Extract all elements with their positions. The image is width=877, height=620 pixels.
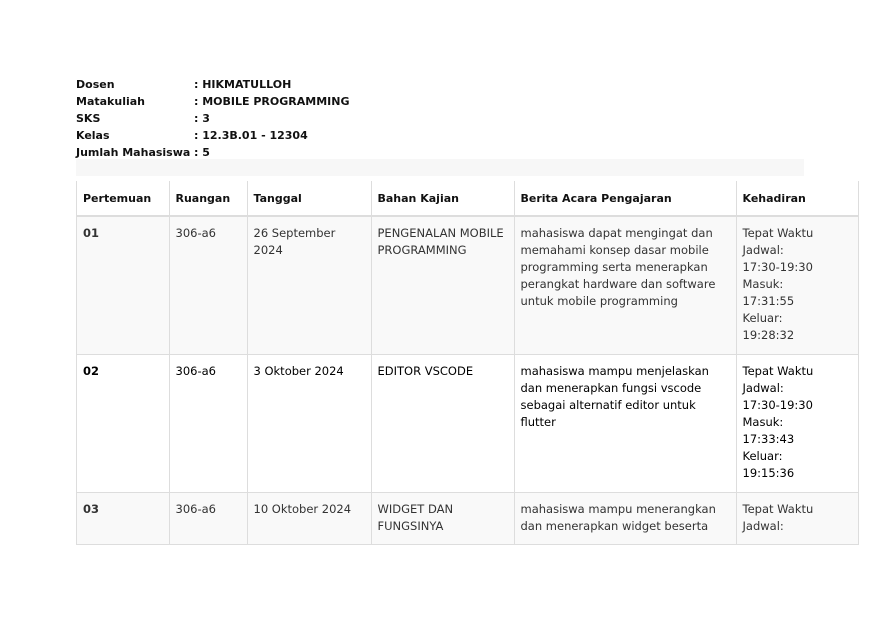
cell-berita-acara: mahasiswa mampu menjelaskan dan menerapkan fungsi vscode sebagai alternatif editor untuk flutter [514,355,736,493]
cell-tanggal: 26 September 2024 [247,216,371,355]
kelas-value: : 12.3B.01 - 12304 [194,129,308,142]
header-pertemuan: Pertemuan [77,181,169,216]
kehadiran-keluar-label: Keluar: [742,449,783,463]
kehadiran-masuk-label: Masuk: [742,277,784,291]
sks-value: : 3 [194,112,210,125]
kehadiran-keluar: 19:15:36 [742,466,795,480]
dosen-value: : HIKMATULLOH [194,78,292,91]
kehadiran-keluar-label: Keluar: [742,311,783,325]
info-row-kelas [76,127,804,144]
attendance-table-container [76,181,859,545]
dosen-label: Dosen [76,78,115,91]
attendance-table [77,181,858,545]
info-row-matakuliah [76,93,804,110]
kehadiran-jadwal: 17:30-19:30 [742,398,813,412]
sks-label: SKS [76,112,101,125]
header-berita-acara: Berita Acara Pengajaran [514,181,736,216]
kehadiran-jadwal-label: Jadwal: [742,381,784,395]
kehadiran-jadwal-label: Jadwal: [742,243,784,257]
cell-ruangan: 306-a6 [169,493,247,546]
kehadiran-masuk-label: Masuk: [742,415,784,429]
table-row [77,355,858,493]
course-info [76,76,804,176]
table-row [77,216,858,355]
cell-ruangan: 306-a6 [169,216,247,355]
matakuliah-value: : MOBILE PROGRAMMING [194,95,350,108]
cell-kehadiran [736,355,858,493]
info-row-sks [76,110,804,127]
kehadiran-masuk: 17:33:43 [742,432,795,446]
kehadiran-status: Tepat Waktu [742,502,814,516]
cell-bahan-kajian: EDITOR VSCODE [371,355,514,493]
kehadiran-masuk: 17:31:55 [742,294,795,308]
cell-kehadiran [736,493,858,546]
table-header-row [77,181,858,216]
kehadiran-status: Tepat Waktu [742,364,814,378]
kehadiran-status: Tepat Waktu [742,226,814,240]
header-ruangan: Ruangan [169,181,247,216]
cell-berita-acara: mahasiswa mampu menerangkan dan menerapkan widget beserta [514,493,736,546]
cell-kehadiran [736,216,858,355]
cell-bahan-kajian: WIDGET DAN FUNGSINYA [371,493,514,546]
cell-tanggal: 3 Oktober 2024 [247,355,371,493]
cell-ruangan: 306-a6 [169,355,247,493]
header-kehadiran: Kehadiran [736,181,858,216]
cell-bahan-kajian: PENGENALAN MOBILE PROGRAMMING [371,216,514,355]
info-row-jumlah [76,144,804,161]
kehadiran-jadwal: 17:30-19:30 [742,260,813,274]
info-row-dosen [76,76,804,93]
matakuliah-label: Matakuliah [76,95,145,108]
cell-berita-acara: mahasiswa dapat mengingat dan memahami konsep dasar mobile programming serta menerapkan perangkat hardware dan software untuk mobile programming [514,216,736,355]
cell-tanggal: 10 Oktober 2024 [247,493,371,546]
kelas-label: Kelas [76,129,110,142]
jumlah-value: : 5 [194,146,210,159]
kehadiran-jadwal-label: Jadwal: [742,519,784,533]
jumlah-label: Jumlah Mahasiswa [76,146,191,159]
cell-pertemuan: 02 [77,355,169,493]
cell-pertemuan: 03 [77,493,169,546]
table-row [77,493,858,546]
kehadiran-keluar: 19:28:32 [742,328,795,342]
header-bahan-kajian: Bahan Kajian [371,181,514,216]
header-tanggal: Tanggal [247,181,371,216]
cell-pertemuan: 01 [77,216,169,355]
